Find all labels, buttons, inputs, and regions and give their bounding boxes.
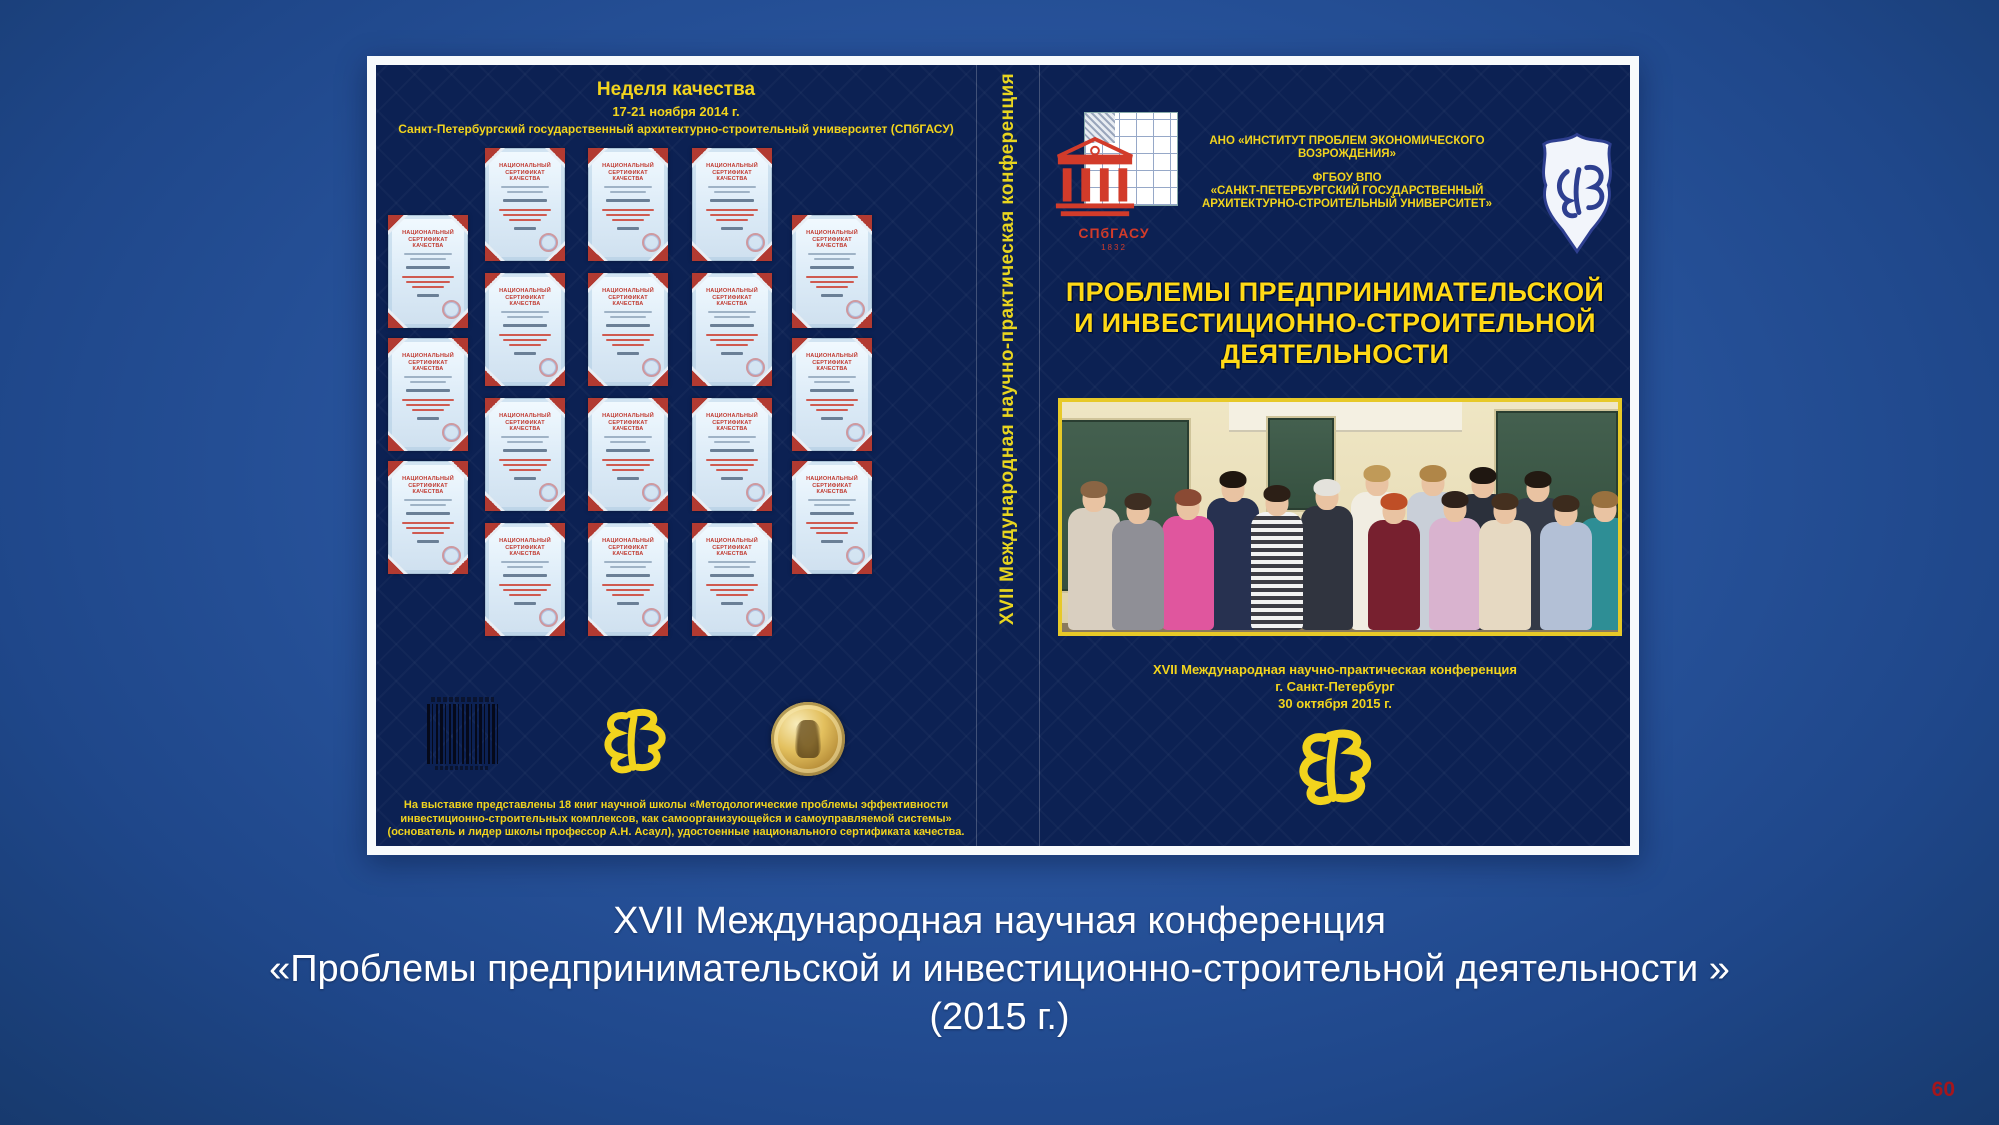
book-cover-spread-image bbox=[367, 56, 1639, 855]
organization-block bbox=[1168, 135, 1526, 211]
person-figure bbox=[1162, 488, 1214, 630]
book-title-line1: ПРОБЛЕМЫ ПРЕДПРИНИМАТЕЛЬСКОЙ bbox=[1065, 277, 1605, 307]
certificate-stamp-icon bbox=[539, 608, 558, 627]
quality-week-dates: 17-21 ноября 2014 г. bbox=[612, 104, 740, 119]
quality-certificate bbox=[588, 398, 668, 511]
certificate-stamp-icon bbox=[539, 233, 558, 252]
certificate-heading: НАЦИОНАЛЬНЫЙ СЕРТИФИКАТ КАЧЕСТВА bbox=[806, 476, 858, 495]
back-cover-footer-text: На выставке представлены 18 книг научной школы «Методологические проблемы эффективности инвестиционно-строительных комплексов, как самоорганизующейся и самоуправляемой системы» (основатель и лидер школы профессор А.Н. Асаул), удостоенные национального сертификата качества. bbox=[387, 799, 965, 838]
caption-line2: «Проблемы предпринимательской и инвестиционно-строительной деятельности » bbox=[269, 948, 1730, 990]
quality-certificate bbox=[692, 523, 772, 636]
quality-week-title: Неделя качества bbox=[596, 79, 756, 100]
certificate-heading: НАЦИОНАЛЬНЫЙ СЕРТИФИКАТ КАЧЕСТВА bbox=[602, 288, 654, 307]
quality-week-university: Санкт-Петербургский государственный архитектурно-строительный университет (СПбГАСУ) bbox=[398, 122, 954, 136]
certificate-heading: НАЦИОНАЛЬНЫЙ СЕРТИФИКАТ КАЧЕСТВА bbox=[402, 230, 454, 249]
certificate-stamp-icon bbox=[746, 608, 765, 627]
caption-line1: XVII Международная научная конференция bbox=[613, 900, 1386, 942]
certificate-stamp-icon bbox=[642, 233, 661, 252]
person-figure bbox=[1112, 492, 1164, 630]
org-univ-line1: «САНКТ-ПЕТЕРБУРГСКИЙ ГОСУДАРСТВЕННЫЙ bbox=[1210, 185, 1484, 197]
conference-city: г. Санкт-Петербург bbox=[1275, 679, 1395, 694]
book-cover bbox=[376, 65, 1630, 846]
gold-medal bbox=[771, 702, 845, 776]
front-cover bbox=[1040, 65, 1630, 846]
page-number: 60 bbox=[1931, 1078, 1955, 1101]
ipev-monogram bbox=[1293, 725, 1375, 807]
conference-info bbox=[1040, 661, 1630, 712]
org-university bbox=[1168, 172, 1526, 211]
certificate-stamp-icon bbox=[746, 358, 765, 377]
spine-title: XVII Международная научно-практическая конференция bbox=[997, 72, 1018, 625]
certificate-heading: НАЦИОНАЛЬНЫЙ СЕРТИФИКАТ КАЧЕСТВА bbox=[602, 413, 654, 432]
certificate-heading: НАЦИОНАЛЬНЫЙ СЕРТИФИКАТ КАЧЕСТВА bbox=[499, 288, 551, 307]
quality-certificate bbox=[388, 338, 468, 451]
book-title-line3: ДЕЯТЕЛЬНОСТИ bbox=[1220, 339, 1450, 369]
person-figure bbox=[1368, 492, 1420, 630]
certificate-heading: НАЦИОНАЛЬНЫЙ СЕРТИФИКАТ КАЧЕСТВА bbox=[706, 538, 758, 557]
certificate-heading: НАЦИОНАЛЬНЫЙ СЕРТИФИКАТ КАЧЕСТВА bbox=[706, 288, 758, 307]
quality-certificate bbox=[792, 461, 872, 574]
back-cover bbox=[376, 65, 976, 846]
certificate-stamp-icon bbox=[642, 608, 661, 627]
spbgasu-logo bbox=[1055, 113, 1179, 265]
certificate-heading: НАЦИОНАЛЬНЫЙ СЕРТИФИКАТ КАЧЕСТВА bbox=[806, 353, 858, 372]
org-univ-line2: АРХИТЕКТУРНО-СТРОИТЕЛЬНЫЙ УНИВЕРСИТЕТ» bbox=[1202, 198, 1492, 210]
certificate-stamp-icon bbox=[539, 483, 558, 502]
slide-caption bbox=[0, 897, 1999, 1041]
group-photo-people bbox=[1062, 402, 1618, 632]
quality-certificate bbox=[485, 523, 565, 636]
certificate-heading: НАЦИОНАЛЬНЫЙ СЕРТИФИКАТ КАЧЕСТВА bbox=[602, 163, 654, 182]
certificate-heading: НАЦИОНАЛЬНЫЙ СЕРТИФИКАТ КАЧЕСТВА bbox=[402, 476, 454, 495]
org-institute: АНО «ИНСТИТУТ ПРОБЛЕМ ЭКОНОМИЧЕСКОГО ВОЗРОЖДЕНИЯ» bbox=[1209, 135, 1485, 160]
book-spine bbox=[976, 65, 1040, 846]
barcode-text-strip bbox=[431, 697, 494, 702]
conference-date: 30 октября 2015 г. bbox=[1278, 696, 1392, 711]
org-fgbou: ФГБОУ ВПО bbox=[1312, 172, 1382, 184]
certificate-heading: НАЦИОНАЛЬНЫЙ СЕРТИФИКАТ КАЧЕСТВА bbox=[499, 163, 551, 182]
spbgasu-label: СПбГАСУ bbox=[1078, 225, 1150, 241]
quality-certificate bbox=[792, 338, 872, 451]
quality-certificate bbox=[588, 148, 668, 261]
caption-line3: (2015 г.) bbox=[929, 996, 1070, 1038]
barcode-bars bbox=[427, 704, 498, 764]
certificate-heading: НАЦИОНАЛЬНЫЙ СЕРТИФИКАТ КАЧЕСТВА bbox=[806, 230, 858, 249]
person-figure bbox=[1301, 478, 1353, 630]
certificate-heading: НАЦИОНАЛЬНЫЙ СЕРТИФИКАТ КАЧЕСТВА bbox=[402, 353, 454, 372]
certificate-heading: НАЦИОНАЛЬНЫЙ СЕРТИФИКАТ КАЧЕСТВА bbox=[602, 538, 654, 557]
barcode bbox=[427, 697, 498, 775]
quality-certificate bbox=[692, 273, 772, 386]
certificate-heading: НАЦИОНАЛЬНЫЙ СЕРТИФИКАТ КАЧЕСТВА bbox=[499, 538, 551, 557]
quality-certificate bbox=[588, 273, 668, 386]
conference-name: XVII Международная научно-практическая конференция bbox=[1152, 662, 1518, 677]
spbgasu-building-icon bbox=[1055, 137, 1135, 223]
quality-certificate bbox=[692, 398, 772, 511]
quality-certificate bbox=[692, 148, 772, 261]
ipev-monogram bbox=[597, 705, 671, 775]
quality-certificate bbox=[388, 461, 468, 574]
certificate-stamp-icon bbox=[539, 358, 558, 377]
certificate-stamp-icon bbox=[442, 300, 461, 319]
certificate-stamp-icon bbox=[746, 233, 765, 252]
quality-certificate bbox=[388, 215, 468, 328]
person-figure bbox=[1429, 490, 1481, 630]
barcode-digits-strip bbox=[435, 766, 490, 770]
person-figure bbox=[1540, 494, 1592, 630]
certificate-heading: НАЦИОНАЛЬНЫЙ СЕРТИФИКАТ КАЧЕСТВА bbox=[706, 163, 758, 182]
certificate-stamp-icon bbox=[846, 300, 865, 319]
book-title-line2: И ИНВЕСТИЦИОННО-СТРОИТЕЛЬНОЙ bbox=[1074, 308, 1596, 338]
group-photo bbox=[1058, 398, 1622, 636]
spbgasu-year: 1832 bbox=[1101, 243, 1127, 252]
ipev-shield-logo bbox=[1538, 129, 1616, 257]
certificate-stamp-icon bbox=[442, 546, 461, 565]
quality-certificate bbox=[485, 273, 565, 386]
certificate-stamp-icon bbox=[642, 358, 661, 377]
certificate-stamp-icon bbox=[442, 423, 461, 442]
book-title bbox=[1040, 277, 1630, 370]
quality-certificate bbox=[485, 398, 565, 511]
quality-certificate bbox=[792, 215, 872, 328]
quality-certificate bbox=[588, 523, 668, 636]
quality-certificate bbox=[485, 148, 565, 261]
certificate-heading: НАЦИОНАЛЬНЫЙ СЕРТИФИКАТ КАЧЕСТВА bbox=[499, 413, 551, 432]
certificate-stamp-icon bbox=[642, 483, 661, 502]
person-figure bbox=[1251, 484, 1303, 630]
certificate-stamp-icon bbox=[846, 546, 865, 565]
certificate-stamp-icon bbox=[746, 483, 765, 502]
certificate-heading: НАЦИОНАЛЬНЫЙ СЕРТИФИКАТ КАЧЕСТВА bbox=[706, 413, 758, 432]
person-figure bbox=[1479, 492, 1531, 630]
certificate-stamp-icon bbox=[846, 423, 865, 442]
